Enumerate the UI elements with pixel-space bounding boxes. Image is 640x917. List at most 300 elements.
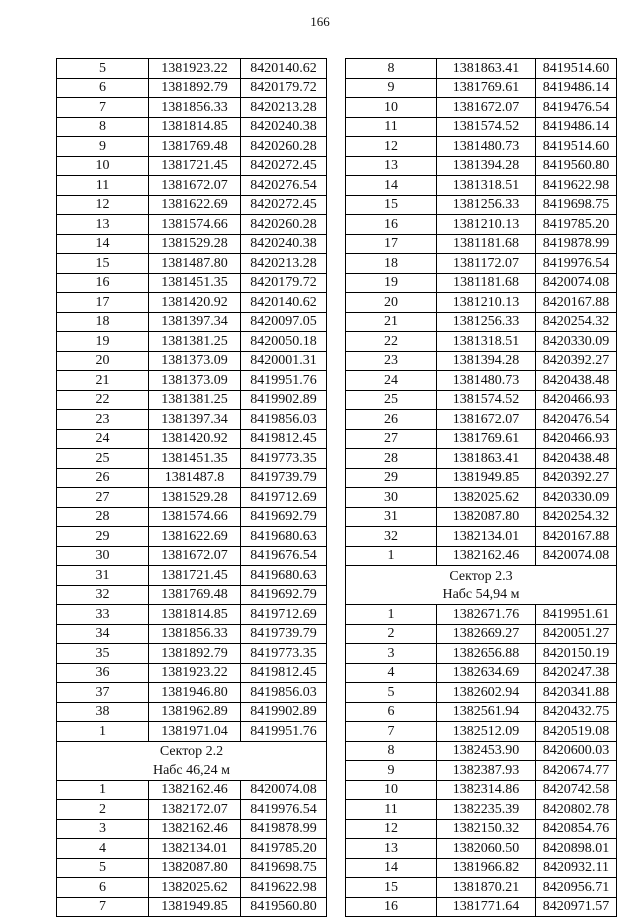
x-coordinate-cell: 1381946.80 — [149, 683, 241, 703]
point-number-cell: 13 — [57, 215, 149, 235]
y-coordinate-cell: 8419560.80 — [536, 156, 617, 176]
y-coordinate-cell: 8420932.11 — [536, 858, 617, 878]
table-row — [57, 98, 327, 118]
y-coordinate-cell: 8420140.62 — [241, 59, 327, 79]
x-coordinate-cell: 1381949.85 — [437, 468, 536, 488]
point-number-cell: 31 — [346, 507, 437, 527]
point-number-cell: 8 — [346, 59, 437, 79]
y-coordinate-cell: 8419856.03 — [241, 683, 327, 703]
x-coordinate-cell: 1381373.09 — [149, 351, 241, 371]
y-coordinate-cell: 8419739.79 — [241, 468, 327, 488]
y-coordinate-cell: 8420272.45 — [241, 195, 327, 215]
point-number-cell: 10 — [346, 780, 437, 800]
x-coordinate-cell: 1381529.28 — [149, 488, 241, 508]
table-row — [346, 59, 617, 79]
table-row — [57, 312, 327, 332]
point-number-cell: 35 — [57, 644, 149, 664]
x-coordinate-cell: 1381574.52 — [437, 117, 536, 137]
y-coordinate-cell: 8420466.93 — [536, 429, 617, 449]
y-coordinate-cell: 8419560.80 — [241, 897, 327, 917]
y-coordinate-cell: 8420476.54 — [536, 410, 617, 430]
table-row — [57, 507, 327, 527]
x-coordinate-cell: 1381949.85 — [149, 897, 241, 917]
y-coordinate-cell: 8419692.79 — [241, 585, 327, 605]
sector-header-row — [346, 566, 617, 586]
x-coordinate-cell: 1382162.46 — [149, 780, 241, 800]
y-coordinate-cell: 8420742.58 — [536, 780, 617, 800]
x-coordinate-cell: 1382387.93 — [437, 761, 536, 781]
table-row — [346, 176, 617, 196]
x-coordinate-cell: 1381856.33 — [149, 624, 241, 644]
table-row — [57, 195, 327, 215]
point-number-cell: 5 — [346, 683, 437, 703]
x-coordinate-cell: 1381420.92 — [149, 293, 241, 313]
table-row — [346, 800, 617, 820]
x-coordinate-cell: 1382150.32 — [437, 819, 536, 839]
table-row — [57, 878, 327, 898]
table-row — [346, 234, 617, 254]
point-number-cell: 1 — [346, 605, 437, 625]
table-row — [346, 780, 617, 800]
point-number-cell: 9 — [346, 761, 437, 781]
table-row — [346, 410, 617, 430]
x-coordinate-cell: 1381966.82 — [437, 858, 536, 878]
x-coordinate-cell: 1381480.73 — [437, 137, 536, 157]
point-number-cell: 24 — [346, 371, 437, 391]
x-coordinate-cell: 1381892.79 — [149, 78, 241, 98]
y-coordinate-cell: 8419785.20 — [241, 839, 327, 859]
table-row — [57, 624, 327, 644]
x-coordinate-cell: 1381814.85 — [149, 117, 241, 137]
table-row — [57, 273, 327, 293]
point-number-cell: 17 — [346, 234, 437, 254]
y-coordinate-cell: 8420213.28 — [241, 254, 327, 274]
point-number-cell: 20 — [57, 351, 149, 371]
x-coordinate-cell: 1382060.50 — [437, 839, 536, 859]
x-coordinate-cell: 1382162.46 — [149, 819, 241, 839]
left-coordinates-table — [56, 58, 327, 917]
y-coordinate-cell: 8420898.01 — [536, 839, 617, 859]
point-number-cell: 12 — [57, 195, 149, 215]
x-coordinate-cell: 1381574.66 — [149, 507, 241, 527]
y-coordinate-cell: 8420519.08 — [536, 722, 617, 742]
x-coordinate-cell: 1381962.89 — [149, 702, 241, 722]
point-number-cell: 6 — [346, 702, 437, 722]
table-row — [346, 98, 617, 118]
y-coordinate-cell: 8419878.99 — [536, 234, 617, 254]
y-coordinate-cell: 8419622.98 — [536, 176, 617, 196]
table-row — [57, 780, 327, 800]
table-row — [57, 897, 327, 917]
y-coordinate-cell: 8420213.28 — [241, 98, 327, 118]
point-number-cell: 2 — [57, 800, 149, 820]
point-number-cell: 22 — [346, 332, 437, 352]
y-coordinate-cell: 8420272.45 — [241, 156, 327, 176]
x-coordinate-cell: 1381672.07 — [149, 176, 241, 196]
x-coordinate-cell: 1382453.90 — [437, 741, 536, 761]
x-coordinate-cell: 1381318.51 — [437, 332, 536, 352]
point-number-cell: 1 — [57, 780, 149, 800]
table-row — [346, 858, 617, 878]
point-number-cell: 16 — [346, 897, 437, 917]
table-row — [346, 488, 617, 508]
table-row — [346, 117, 617, 137]
table-row — [57, 585, 327, 605]
y-coordinate-cell: 8420341.88 — [536, 683, 617, 703]
table-row — [346, 507, 617, 527]
y-coordinate-cell: 8420971.57 — [536, 897, 617, 917]
table-row — [346, 897, 617, 917]
y-coordinate-cell: 8419486.14 — [536, 78, 617, 98]
table-row — [57, 390, 327, 410]
table-row — [57, 663, 327, 683]
table-row — [346, 351, 617, 371]
table-row — [57, 293, 327, 313]
x-coordinate-cell: 1381814.85 — [149, 605, 241, 625]
y-coordinate-cell: 8420051.27 — [536, 624, 617, 644]
y-coordinate-cell: 8419514.60 — [536, 137, 617, 157]
point-number-cell: 27 — [346, 429, 437, 449]
point-number-cell: 19 — [57, 332, 149, 352]
x-coordinate-cell: 1381622.69 — [149, 527, 241, 547]
table-row — [57, 488, 327, 508]
point-number-cell: 10 — [346, 98, 437, 118]
sector-title: Сектор 2.3 — [346, 566, 617, 586]
point-number-cell: 29 — [57, 527, 149, 547]
table-row — [57, 78, 327, 98]
table-row — [346, 78, 617, 98]
x-coordinate-cell: 1382025.62 — [437, 488, 536, 508]
y-coordinate-cell: 8419951.76 — [241, 371, 327, 391]
point-number-cell: 14 — [346, 176, 437, 196]
y-coordinate-cell: 8419878.99 — [241, 819, 327, 839]
table-row — [346, 137, 617, 157]
x-coordinate-cell: 1381769.61 — [437, 78, 536, 98]
y-coordinate-cell: 8420074.08 — [536, 273, 617, 293]
table-row — [346, 761, 617, 781]
y-coordinate-cell: 8419698.75 — [536, 195, 617, 215]
x-coordinate-cell: 1381672.07 — [437, 98, 536, 118]
point-number-cell: 4 — [57, 839, 149, 859]
point-number-cell: 6 — [57, 78, 149, 98]
table-row — [57, 819, 327, 839]
x-coordinate-cell: 1381172.07 — [437, 254, 536, 274]
table-row — [57, 566, 327, 586]
table-row — [346, 468, 617, 488]
table-row — [57, 234, 327, 254]
x-coordinate-cell: 1381487.8 — [149, 468, 241, 488]
point-number-cell: 30 — [57, 546, 149, 566]
x-coordinate-cell: 1381971.04 — [149, 722, 241, 742]
point-number-cell: 8 — [57, 117, 149, 137]
y-coordinate-cell: 8419976.54 — [241, 800, 327, 820]
table-row — [346, 878, 617, 898]
x-coordinate-cell: 1381856.33 — [149, 98, 241, 118]
point-number-cell: 12 — [346, 819, 437, 839]
point-number-cell: 8 — [346, 741, 437, 761]
point-number-cell: 32 — [346, 527, 437, 547]
point-number-cell: 21 — [346, 312, 437, 332]
table-row — [57, 468, 327, 488]
sector-title: Сектор 2.2 — [57, 741, 327, 761]
x-coordinate-cell: 1381256.33 — [437, 312, 536, 332]
x-coordinate-cell: 1381574.52 — [437, 390, 536, 410]
y-coordinate-cell: 8420167.88 — [536, 527, 617, 547]
x-coordinate-cell: 1381210.13 — [437, 293, 536, 313]
point-number-cell: 19 — [346, 273, 437, 293]
table-row — [57, 722, 327, 742]
table-row — [57, 858, 327, 878]
table-row — [346, 702, 617, 722]
table-row — [57, 215, 327, 235]
point-number-cell: 13 — [346, 156, 437, 176]
y-coordinate-cell: 8419785.20 — [536, 215, 617, 235]
point-number-cell: 9 — [346, 78, 437, 98]
table-row — [346, 371, 617, 391]
point-number-cell: 25 — [346, 390, 437, 410]
y-coordinate-cell: 8420330.09 — [536, 332, 617, 352]
sector-area-row — [57, 761, 327, 780]
y-coordinate-cell: 8420674.77 — [536, 761, 617, 781]
y-coordinate-cell: 8420001.31 — [241, 351, 327, 371]
page-number: 166 — [310, 14, 330, 29]
x-coordinate-cell: 1381574.66 — [149, 215, 241, 235]
x-coordinate-cell: 1381863.41 — [437, 449, 536, 469]
point-number-cell: 21 — [57, 371, 149, 391]
y-coordinate-cell: 8420140.62 — [241, 293, 327, 313]
x-coordinate-cell: 1381622.69 — [149, 195, 241, 215]
table-row — [57, 429, 327, 449]
y-coordinate-cell: 8419712.69 — [241, 488, 327, 508]
point-number-cell: 9 — [57, 137, 149, 157]
x-coordinate-cell: 1381721.45 — [149, 566, 241, 586]
table-row — [57, 176, 327, 196]
point-number-cell: 1 — [57, 722, 149, 742]
table-row — [346, 839, 617, 859]
point-number-cell: 18 — [57, 312, 149, 332]
table-row — [57, 605, 327, 625]
y-coordinate-cell: 8419739.79 — [241, 624, 327, 644]
table-row — [346, 644, 617, 664]
point-number-cell: 11 — [57, 176, 149, 196]
y-coordinate-cell: 8419856.03 — [241, 410, 327, 430]
x-coordinate-cell: 1382512.09 — [437, 722, 536, 742]
y-coordinate-cell: 8419712.69 — [241, 605, 327, 625]
y-coordinate-cell: 8420254.32 — [536, 507, 617, 527]
point-number-cell: 22 — [57, 390, 149, 410]
x-coordinate-cell: 1382025.62 — [149, 878, 241, 898]
y-coordinate-cell: 8419812.45 — [241, 663, 327, 683]
y-coordinate-cell: 8420167.88 — [536, 293, 617, 313]
point-number-cell: 15 — [57, 254, 149, 274]
point-number-cell: 15 — [346, 195, 437, 215]
y-coordinate-cell: 8419680.63 — [241, 566, 327, 586]
y-coordinate-cell: 8419812.45 — [241, 429, 327, 449]
sector-header-row — [57, 741, 327, 761]
y-coordinate-cell: 8420438.48 — [536, 371, 617, 391]
x-coordinate-cell: 1381870.21 — [437, 878, 536, 898]
y-coordinate-cell: 8420247.38 — [536, 663, 617, 683]
x-coordinate-cell: 1381769.61 — [437, 429, 536, 449]
table-row — [57, 254, 327, 274]
table-row — [57, 332, 327, 352]
x-coordinate-cell: 1382314.86 — [437, 780, 536, 800]
table-row — [57, 644, 327, 664]
left-table-body — [57, 59, 327, 917]
point-number-cell: 13 — [346, 839, 437, 859]
y-coordinate-cell: 8420240.38 — [241, 234, 327, 254]
x-coordinate-cell: 1381451.35 — [149, 273, 241, 293]
point-number-cell: 6 — [57, 878, 149, 898]
x-coordinate-cell: 1382172.07 — [149, 800, 241, 820]
y-coordinate-cell: 8419773.35 — [241, 644, 327, 664]
point-number-cell: 2 — [346, 624, 437, 644]
y-coordinate-cell: 8419902.89 — [241, 702, 327, 722]
x-coordinate-cell: 1382671.76 — [437, 605, 536, 625]
y-coordinate-cell: 8419698.75 — [241, 858, 327, 878]
table-row — [346, 273, 617, 293]
x-coordinate-cell: 1381771.64 — [437, 897, 536, 917]
sector-area-row — [346, 586, 617, 605]
y-coordinate-cell: 8420600.03 — [536, 741, 617, 761]
table-row — [346, 722, 617, 742]
x-coordinate-cell: 1381181.68 — [437, 273, 536, 293]
x-coordinate-cell: 1381397.34 — [149, 410, 241, 430]
y-coordinate-cell: 8420179.72 — [241, 273, 327, 293]
y-coordinate-cell: 8420854.76 — [536, 819, 617, 839]
y-coordinate-cell: 8420432.75 — [536, 702, 617, 722]
x-coordinate-cell: 1381672.07 — [149, 546, 241, 566]
point-number-cell: 1 — [346, 546, 437, 566]
table-row — [57, 371, 327, 391]
table-row — [346, 741, 617, 761]
x-coordinate-cell: 1382134.01 — [149, 839, 241, 859]
point-number-cell: 3 — [57, 819, 149, 839]
table-row — [346, 156, 617, 176]
x-coordinate-cell: 1381529.28 — [149, 234, 241, 254]
point-number-cell: 16 — [346, 215, 437, 235]
x-coordinate-cell: 1381923.22 — [149, 663, 241, 683]
x-coordinate-cell: 1381256.33 — [437, 195, 536, 215]
point-number-cell: 5 — [57, 858, 149, 878]
table-row — [57, 839, 327, 859]
point-number-cell: 17 — [57, 293, 149, 313]
table-row — [57, 527, 327, 547]
y-coordinate-cell: 8420260.28 — [241, 137, 327, 157]
table-row — [57, 137, 327, 157]
point-number-cell: 14 — [57, 234, 149, 254]
y-coordinate-cell: 8420050.18 — [241, 332, 327, 352]
y-coordinate-cell: 8419676.54 — [241, 546, 327, 566]
x-coordinate-cell: 1382656.88 — [437, 644, 536, 664]
y-coordinate-cell: 8419486.14 — [536, 117, 617, 137]
y-coordinate-cell: 8420150.19 — [536, 644, 617, 664]
x-coordinate-cell: 1381210.13 — [437, 215, 536, 235]
y-coordinate-cell: 8419951.61 — [536, 605, 617, 625]
point-number-cell: 23 — [346, 351, 437, 371]
table-row — [346, 527, 617, 547]
x-coordinate-cell: 1381318.51 — [437, 176, 536, 196]
y-coordinate-cell: 8419514.60 — [536, 59, 617, 79]
x-coordinate-cell: 1382561.94 — [437, 702, 536, 722]
x-coordinate-cell: 1381394.28 — [437, 156, 536, 176]
point-number-cell: 7 — [57, 98, 149, 118]
point-number-cell: 37 — [57, 683, 149, 703]
table-row — [57, 351, 327, 371]
x-coordinate-cell: 1381394.28 — [437, 351, 536, 371]
y-coordinate-cell: 8419773.35 — [241, 449, 327, 469]
x-coordinate-cell: 1381181.68 — [437, 234, 536, 254]
point-number-cell: 33 — [57, 605, 149, 625]
y-coordinate-cell: 8419476.54 — [536, 98, 617, 118]
point-number-cell: 32 — [57, 585, 149, 605]
table-row — [57, 800, 327, 820]
point-number-cell: 15 — [346, 878, 437, 898]
point-number-cell: 27 — [57, 488, 149, 508]
x-coordinate-cell: 1381863.41 — [437, 59, 536, 79]
table-row — [346, 429, 617, 449]
x-coordinate-cell: 1381381.25 — [149, 390, 241, 410]
x-coordinate-cell: 1381487.80 — [149, 254, 241, 274]
point-number-cell: 11 — [346, 800, 437, 820]
table-row — [57, 117, 327, 137]
point-number-cell: 30 — [346, 488, 437, 508]
point-number-cell: 24 — [57, 429, 149, 449]
x-coordinate-cell: 1381397.34 — [149, 312, 241, 332]
x-coordinate-cell: 1382634.69 — [437, 663, 536, 683]
y-coordinate-cell: 8420392.27 — [536, 468, 617, 488]
x-coordinate-cell: 1381373.09 — [149, 371, 241, 391]
point-number-cell: 4 — [346, 663, 437, 683]
table-row — [57, 546, 327, 566]
y-coordinate-cell: 8420956.71 — [536, 878, 617, 898]
table-row — [57, 449, 327, 469]
table-row — [346, 215, 617, 235]
x-coordinate-cell: 1381892.79 — [149, 644, 241, 664]
y-coordinate-cell: 8420438.48 — [536, 449, 617, 469]
point-number-cell: 3 — [346, 644, 437, 664]
y-coordinate-cell: 8420254.32 — [536, 312, 617, 332]
y-coordinate-cell: 8420276.54 — [241, 176, 327, 196]
x-coordinate-cell: 1381451.35 — [149, 449, 241, 469]
x-coordinate-cell: 1382669.27 — [437, 624, 536, 644]
x-coordinate-cell: 1381769.48 — [149, 137, 241, 157]
x-coordinate-cell: 1381480.73 — [437, 371, 536, 391]
point-number-cell: 36 — [57, 663, 149, 683]
y-coordinate-cell: 8419951.76 — [241, 722, 327, 742]
y-coordinate-cell: 8419680.63 — [241, 527, 327, 547]
table-row — [346, 293, 617, 313]
point-number-cell: 18 — [346, 254, 437, 274]
y-coordinate-cell: 8420097.05 — [241, 312, 327, 332]
sector-area: Набс 54,94 м — [346, 586, 617, 605]
table-row — [57, 702, 327, 722]
point-number-cell: 7 — [57, 897, 149, 917]
point-number-cell: 26 — [346, 410, 437, 430]
y-coordinate-cell: 8419622.98 — [241, 878, 327, 898]
point-number-cell: 23 — [57, 410, 149, 430]
point-number-cell: 11 — [346, 117, 437, 137]
y-coordinate-cell: 8419902.89 — [241, 390, 327, 410]
y-coordinate-cell: 8419692.79 — [241, 507, 327, 527]
x-coordinate-cell: 1381923.22 — [149, 59, 241, 79]
table-row — [57, 59, 327, 79]
y-coordinate-cell: 8419976.54 — [536, 254, 617, 274]
point-number-cell: 16 — [57, 273, 149, 293]
table-row — [57, 410, 327, 430]
x-coordinate-cell: 1381672.07 — [437, 410, 536, 430]
point-number-cell: 28 — [57, 507, 149, 527]
